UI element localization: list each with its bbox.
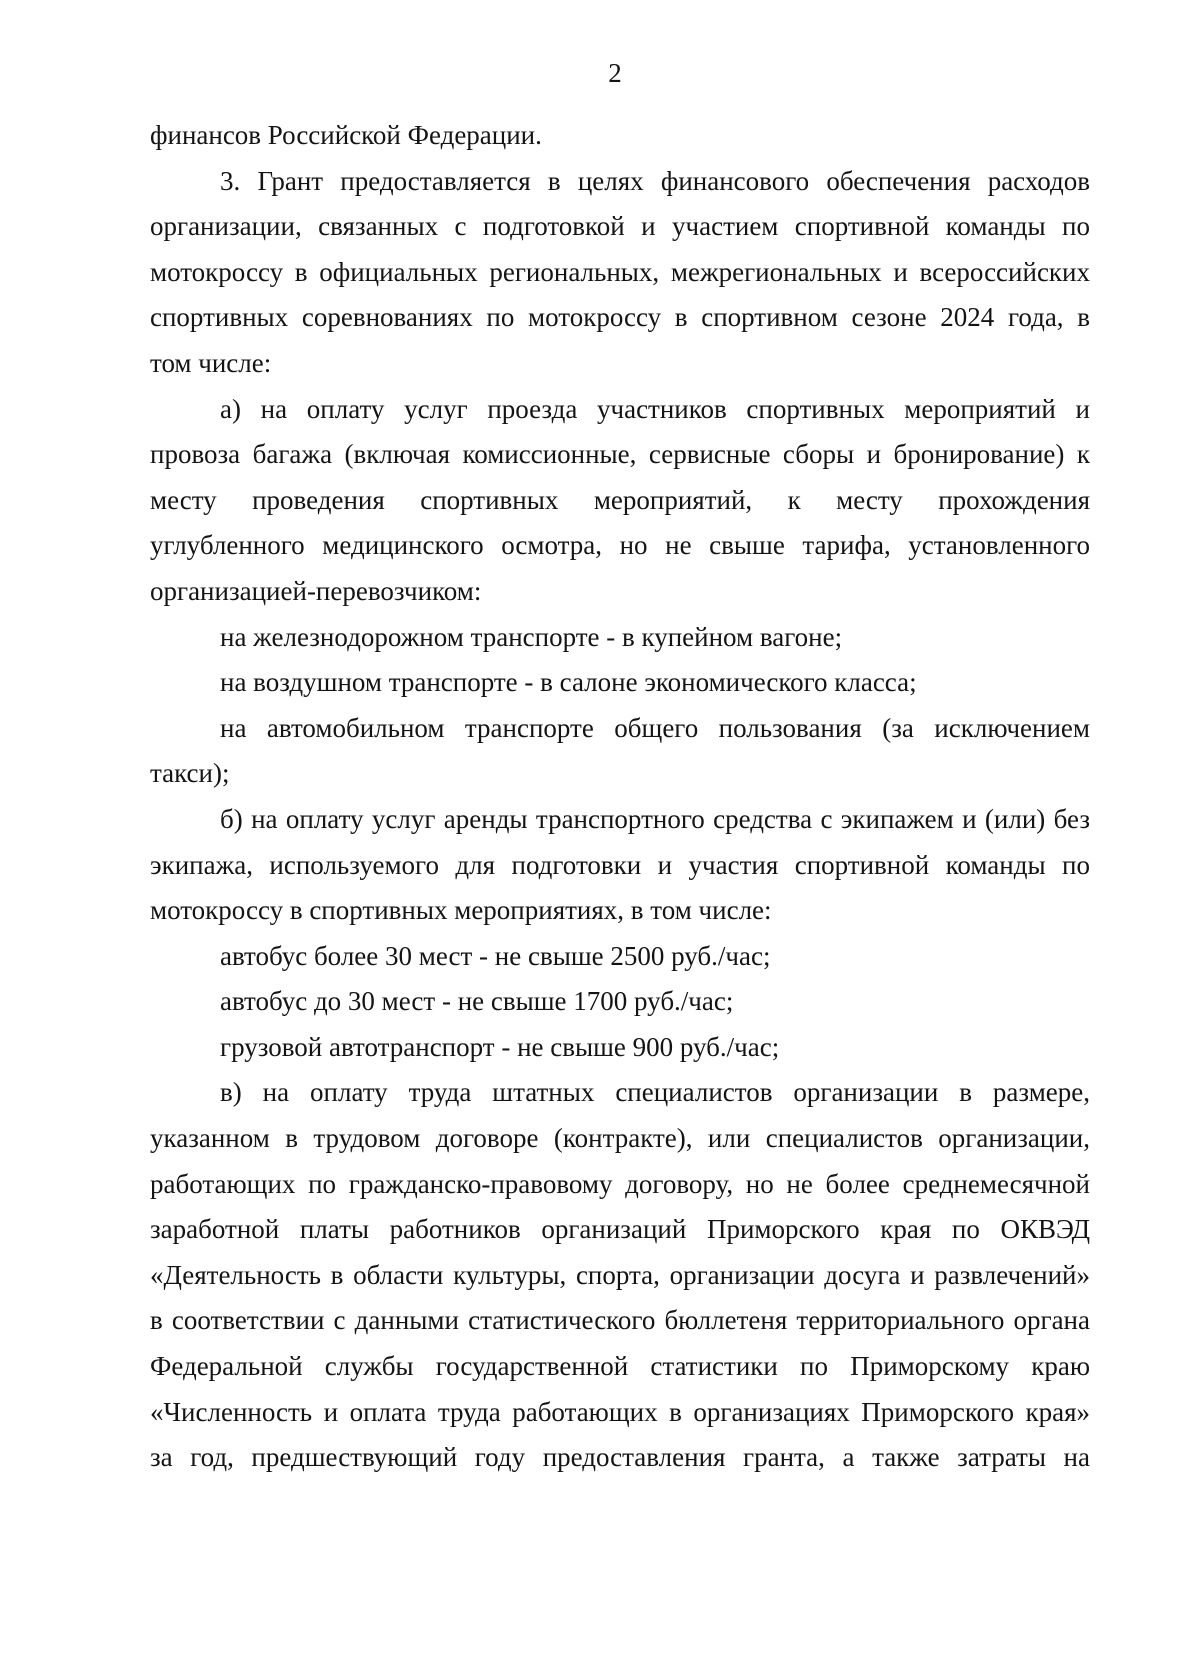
text-line: заработной платы работников организаций Приморского края по ОКВЭД bbox=[150, 1214, 1090, 1245]
text-line: «Численность и оплата труда работающих в организациях Приморского края» bbox=[150, 1396, 1090, 1427]
text-line: б) на оплату услуг аренды транспортного средства с экипажем и (или) без bbox=[220, 803, 1090, 834]
text-line: на автомобильном транспорте общего пользования (за исключением bbox=[220, 712, 1090, 743]
text-line: работающих по гражданско-правовому договору, но не более среднемесячной bbox=[150, 1168, 1090, 1199]
text-line: углубленного медицинского осмотра, но не свыше тарифа, установленного bbox=[150, 530, 1090, 561]
text-line: финансов Российской Федерации. bbox=[150, 120, 542, 150]
text-line: мотокроссу в официальных региональных, межрегиональных и всероссийских bbox=[150, 256, 1090, 287]
text-line: указанном в трудовом договоре (контракте), или специалистов организации, bbox=[150, 1123, 1090, 1154]
text-line: грузовой автотранспорт - не свыше 900 руб./час; bbox=[220, 1031, 780, 1062]
text-line: провоза багажа (включая комиссионные, сервисные сборы и бронирование) к bbox=[150, 439, 1090, 470]
text-line: экипажа, используемого для подготовки и участия спортивной команды по bbox=[150, 849, 1090, 880]
text-line: 3. Грант предоставляется в целях финансового обеспечения расходов bbox=[220, 165, 1090, 196]
text-line: организации, связанных с подготовкой и участием спортивной команды по bbox=[150, 211, 1090, 242]
text-line: мотокроссу в спортивных мероприятиях, в том числе: bbox=[150, 895, 772, 926]
text-line: том числе: bbox=[150, 347, 272, 378]
text-line: а) на оплату услуг проезда участников спортивных мероприятий и bbox=[220, 393, 1090, 424]
text-line: автобус до 30 мест - не свыше 1700 руб./час; bbox=[220, 986, 734, 1017]
text-line: на железнодорожном транспорте - в купейном вагоне; bbox=[220, 621, 843, 652]
text-line: месту проведения спортивных мероприятий, к месту прохождения bbox=[150, 484, 1090, 515]
text-line: автобус более 30 мест - не свыше 2500 руб./час; bbox=[220, 940, 771, 971]
text-line: в) на оплату труда штатных специалистов организации в размере, bbox=[220, 1077, 1090, 1108]
text-line: в соответствии с данными статистического бюллетеня территориального органа bbox=[150, 1305, 1090, 1336]
text-line: «Деятельность в области культуры, спорта, организации досуга и развлечений» bbox=[150, 1259, 1090, 1290]
text-line: организацией-перевозчиком: bbox=[150, 575, 482, 606]
document-body bbox=[150, 113, 1090, 1481]
page-number: 2 bbox=[608, 58, 622, 88]
text-line: такси); bbox=[150, 758, 230, 789]
text-line: за год, предшествующий году предоставления гранта, а также затраты на bbox=[150, 1442, 1090, 1473]
text-line: спортивных соревнованиях по мотокроссу в спортивном сезоне 2024 года, в bbox=[150, 302, 1090, 333]
text-line: Федеральной службы государственной статистики по Приморскому краю bbox=[150, 1351, 1090, 1382]
text-line: на воздушном транспорте - в салоне экономического класса; bbox=[220, 667, 917, 698]
